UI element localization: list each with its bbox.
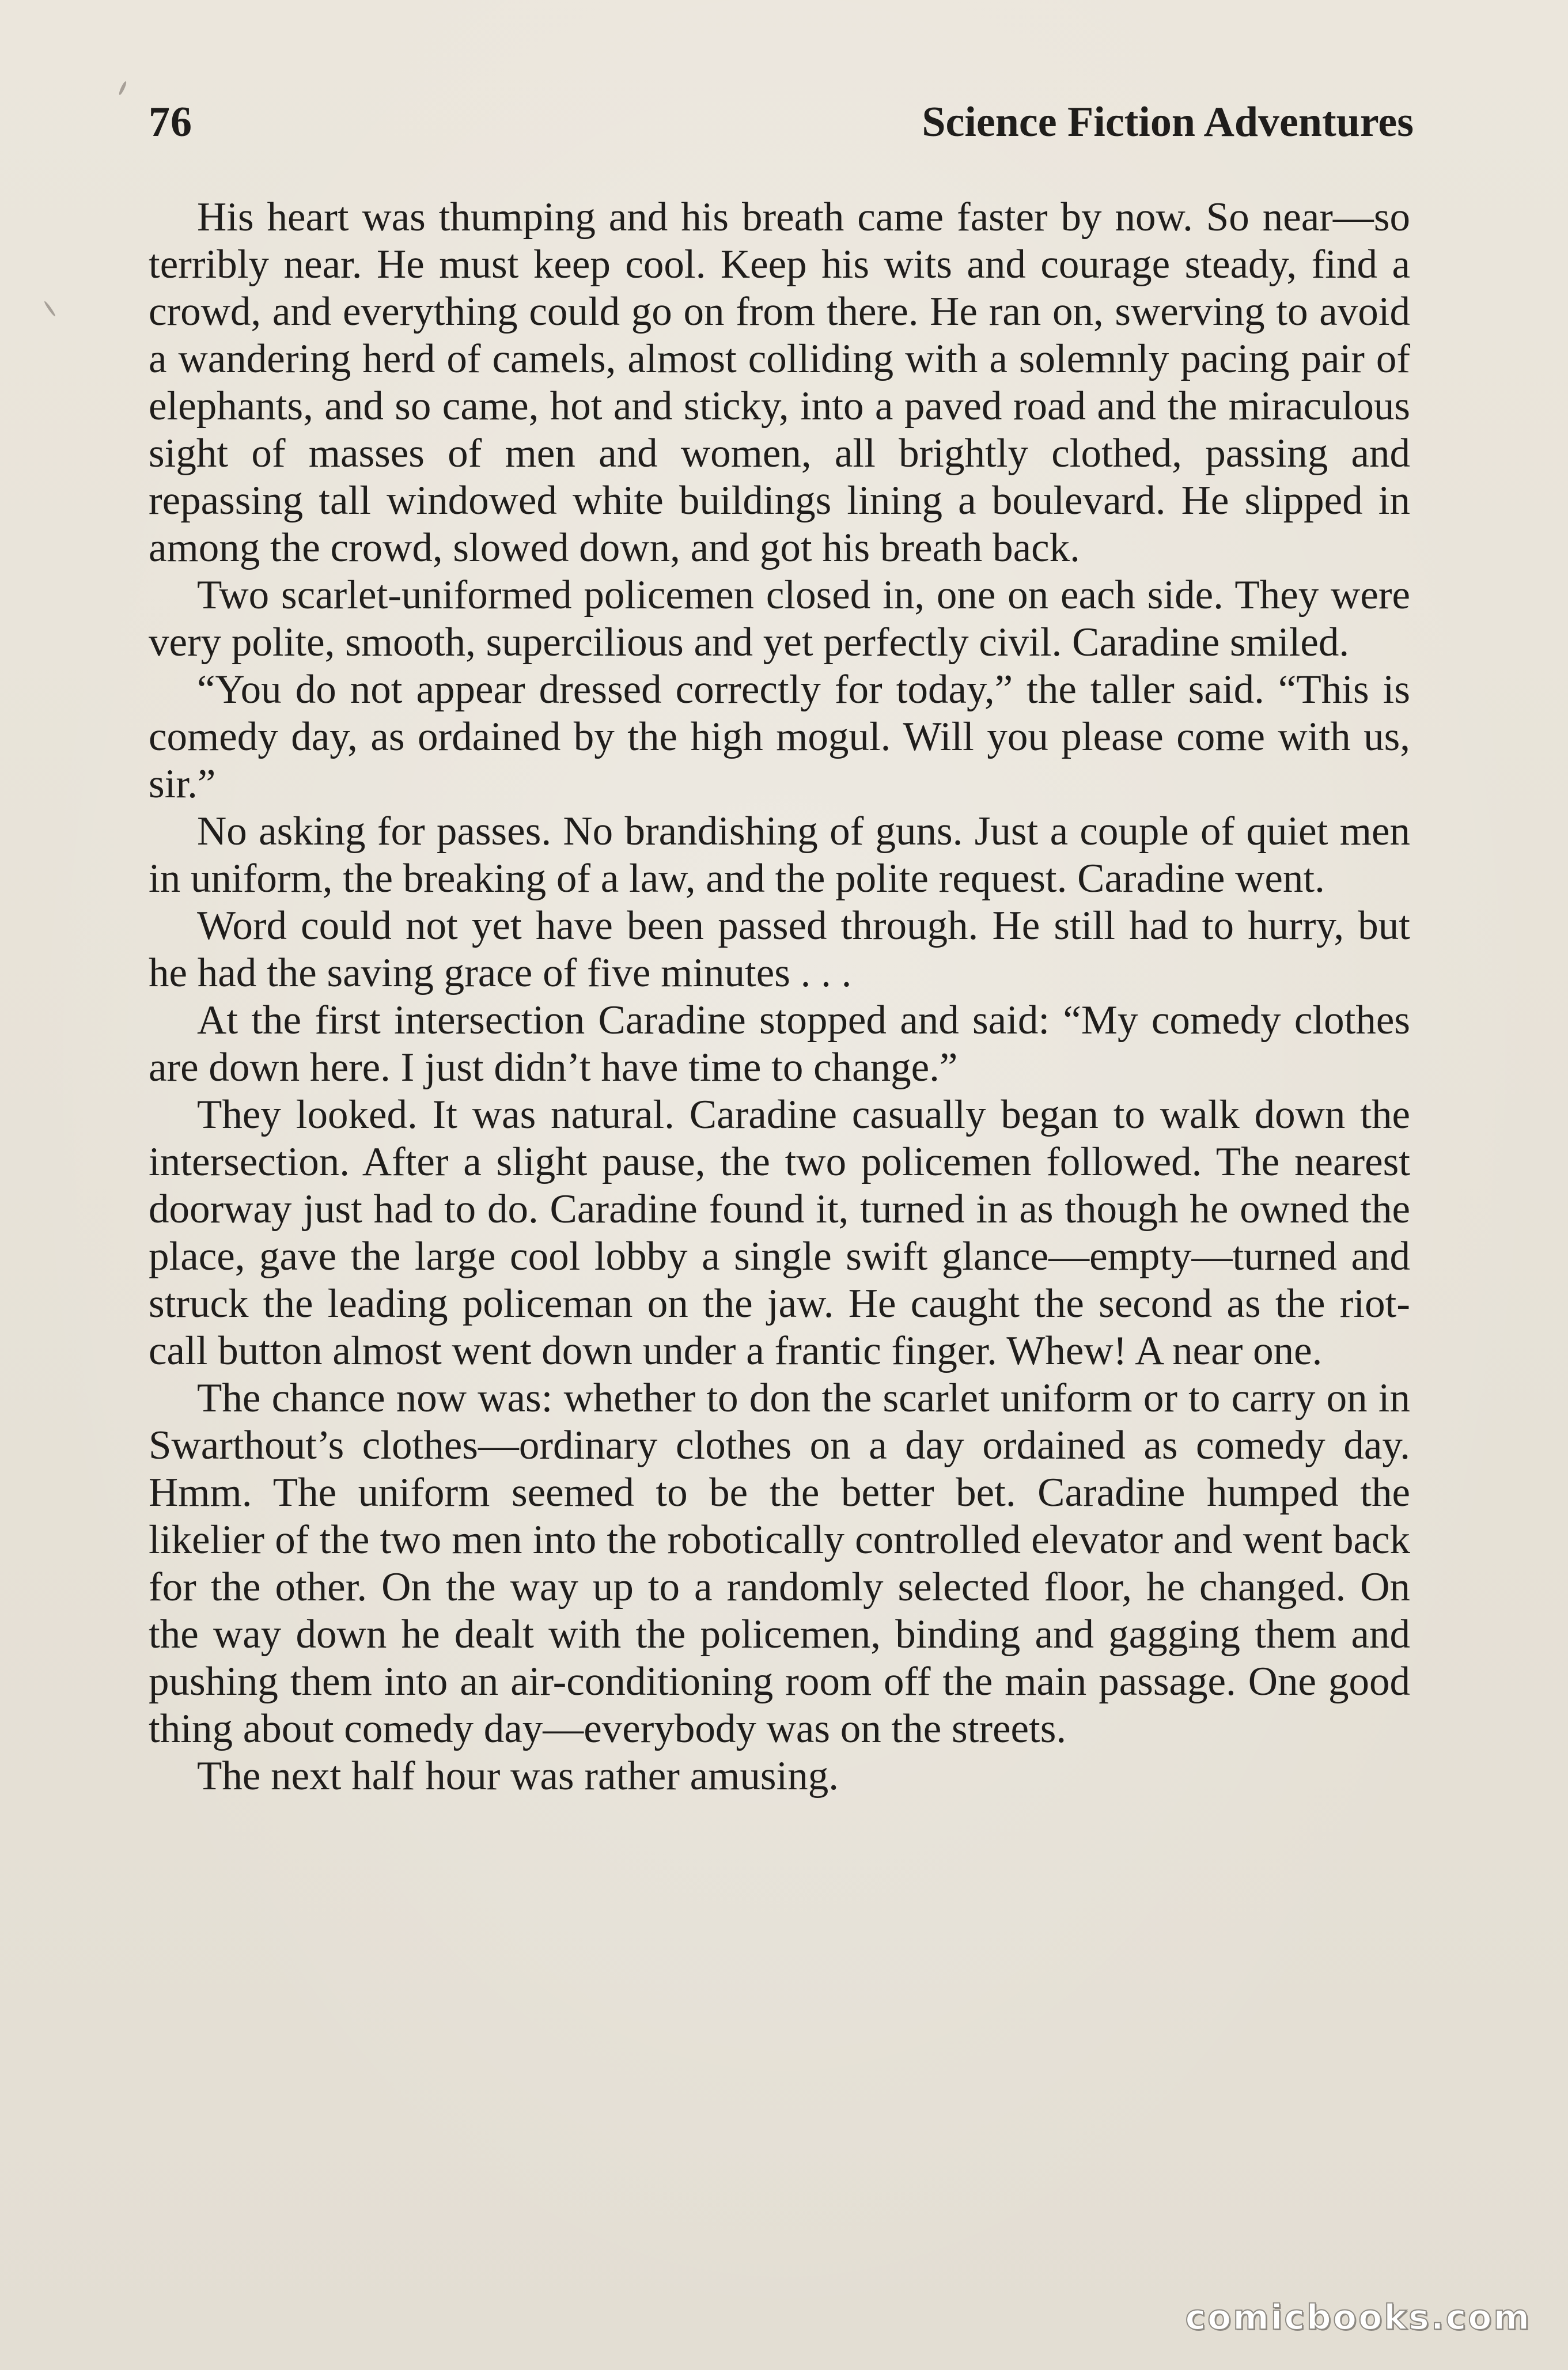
paragraph: The chance now was: whether to don the scarlet uniform or to carry on in Swarthout’s clothes—ordinary clothes on a day ordained as comedy day. Hmm. The uniform seemed to be the better bet. Caradine humped the likelier of the two men into the robotically controlled elevator and went back for the other. On the way up to a randomly selected floor, he changed. On the way down he dealt with the policemen, binding and gagging them and pushing them into an air-conditioning room off the main passage. One good thing about comedy day—everybody was on the streets. bbox=[149, 1376, 1410, 1751]
page-number: 76 bbox=[149, 99, 192, 146]
paragraph: The next half hour was rather amusing. bbox=[197, 1754, 839, 1799]
paragraph: They looked. It was natural. Caradine casually began to walk down the intersection. After a slight pause, the two policemen followed. The nearest doorway just had to do. Caradine found it, turned in as though he owned the place, gave the large cool lobby a single swift glance—empty—turned and struck the leading policeman on the jaw. He caught the second as the riot-call button almost went down under a frantic finger. Whew! A near one. bbox=[149, 1092, 1410, 1373]
ink-speck bbox=[43, 300, 56, 317]
watermark: comicbooks.com bbox=[1185, 2297, 1531, 2338]
running-head: Science Fiction Adventures bbox=[922, 99, 1414, 146]
body-text bbox=[149, 194, 1410, 1800]
paragraph: Word could not yet have been passed through. He still had to hurry, but he had the saving grace of five minutes . . . bbox=[149, 903, 1410, 995]
paragraph: His heart was thumping and his breath came faster by now. So near—so terribly near. He must keep cool. Keep his wits and courage steady, find a crowd, and everything could go on from there. He ran on, swerving to avoid a wandering herd of camels, almost colliding with a solemnly pacing pair of elephants, and so came, hot and sticky, into a paved road and the miraculous sight of masses of men and women, all brightly clothed, passing and repassing tall windowed white buildings lining a boulevard. He slipped in among the crowd, slowed down, and got his breath back. bbox=[149, 195, 1410, 570]
ink-speck bbox=[118, 81, 127, 96]
paragraph: No asking for passes. No brandishing of guns. Just a couple of quiet men in uniform, the breaking of a law, and the polite request. Caradine went. bbox=[149, 809, 1410, 901]
page-header bbox=[149, 98, 1414, 161]
paragraph: “You do not appear dressed correctly for today,” the taller said. “This is comedy day, as ordained by the high mogul. Will you please come with us, sir.” bbox=[149, 667, 1410, 807]
paragraph: Two scarlet-uniformed policemen closed in, one on each side. They were very polite, smooth, supercilious and yet perfectly civil. Caradine smiled. bbox=[149, 573, 1410, 665]
paragraph: At the first intersection Caradine stopped and said: “My comedy clothes are down here. I just didn’t have time to change.” bbox=[149, 998, 1410, 1090]
